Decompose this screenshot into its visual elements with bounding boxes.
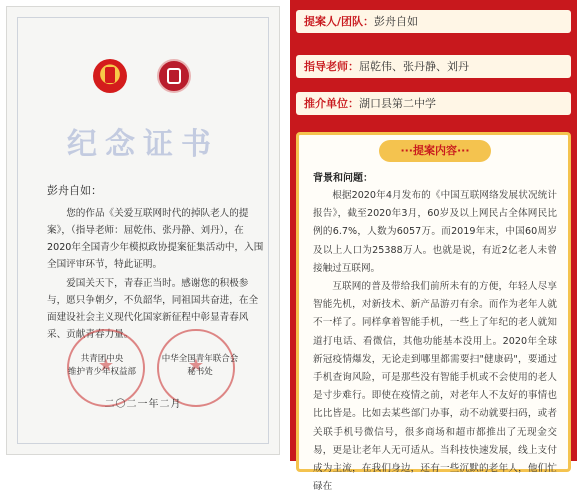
advisor-label: 指导老师：	[304, 60, 359, 73]
content-banner: ···提案内容···	[379, 140, 491, 162]
issuer-right: 中华全国青年联合会 秘书处	[161, 354, 239, 377]
submitter-label: 提案人/团队：	[304, 15, 375, 28]
youth-league-emblem-icon	[93, 59, 127, 93]
certificate	[6, 6, 280, 455]
certificate-paragraph-1: 您的作品《关爱互联网时代的掉队老人的提案》，（指导老师：屈乾伟、张丹静、刘丹），在2020年全国青少年模拟政协提案征集活动中，入围全国评审环节，特此证明。	[47, 208, 264, 270]
recommender-value: 湖口县第二中学	[359, 97, 436, 110]
recommender-row	[296, 92, 571, 115]
submitter-row	[296, 10, 571, 33]
proposal-paragraph: 根据2020年4月发布的《中国互联网络发展状况统计报告》，截至2020年3月，60岁及以上网民占全体网民比例的6.7%，人数为6057万。而2019年末，中国60周岁及以上人口为25388万人。也就是说，有近2亿老人未曾接触过互联网。	[313, 190, 557, 274]
recommender-label: 推介单位：	[304, 97, 359, 110]
proposal-panel	[290, 0, 577, 493]
certificate-salutation: 彭舟自如：	[47, 184, 102, 197]
section-title: 背景和问题：	[313, 173, 373, 184]
proposal-body	[313, 187, 557, 496]
advisor-row	[296, 55, 571, 78]
proposal-paragraph: 互联网的普及带给我们前所未有的方便，年轻人尽享智能先机，对新技术、新产品游刃有余。而作为老年人就不一样了。同样拿着智能手机，一些上了年纪的老人就知道打电话、看微信，其他功能基本没用上。2020年全球新冠疫情爆发，无论走到哪里都需要扫"健康码"，要通过手机查询风险，可是那些没有智能手机或不会使用的老人是寸步难行。即使在疫情之前，对老年人不友好的事情也比比皆是。比如去某些部门办事，动不动就要扫码，或者关联手机号微信号，很多商场和超市都推出了无现金交易，更是让老年人无可适从。当科技快速发展，线上支付成为主流，在我们身边，还有一些沉默的老年人，他们忙碌在	[313, 281, 557, 493]
certificate-title: 纪念证书	[67, 127, 219, 162]
youth-federation-emblem-icon	[157, 59, 191, 93]
issuer-left: 共青团中央 维护青少年权益部	[67, 354, 136, 377]
certificate-paragraph-2: 爱国关天下，青春正当时。感谢您的积极参与，愿只争朝夕，不负韶华，同祖国共奋进，在全面建设社会主义现代化国家新征程中彰显青春风采、贡献青春力量。	[47, 278, 259, 340]
proposal-content-box	[296, 132, 571, 493]
submitter-value: 彭舟自如	[374, 15, 419, 28]
certificate-date: 二〇二一年二月	[104, 399, 182, 410]
advisor-value: 屈乾伟、张丹静、刘丹	[359, 60, 469, 73]
